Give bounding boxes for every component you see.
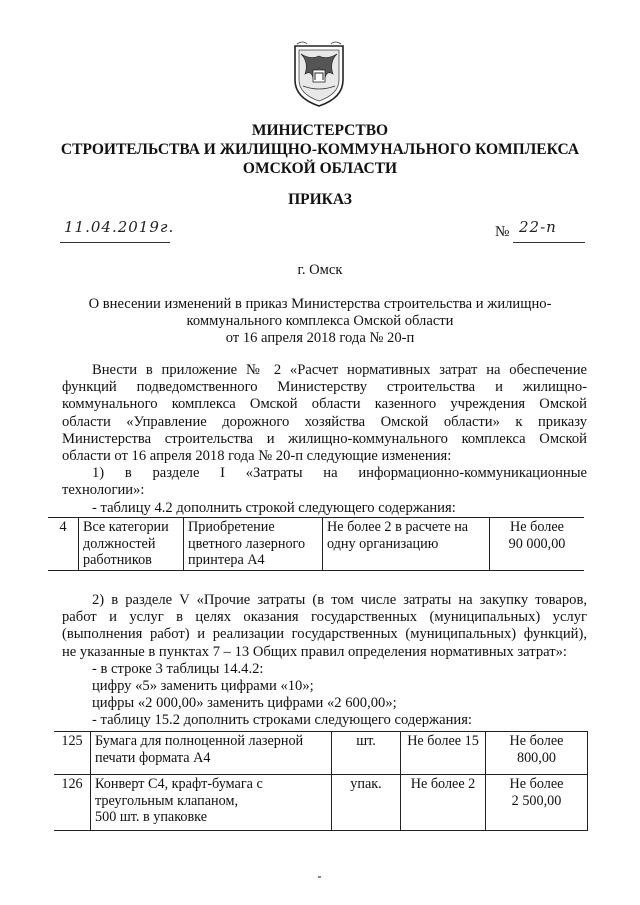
item2-paragraph [62,592,587,730]
table-4-2-addition [48,517,584,571]
intro-line: области «Управление дорожного хозяйства Омской области» к приказу [62,413,587,430]
intro-line: функций подведомственного Министерству строительства и жилищно- [62,379,587,396]
cell-line: цветного лазерного [188,535,306,552]
subject-line-1: О внесении изменений в приказ Министерства строительства и жилищно- [88,296,552,312]
ministry-line-2: СТРОИТЕЛЬСТВА И ЖИЛИЩНО-КОММУНАЛЬНОГО КОМПЛЕКСА [60,141,580,158]
cell-line: Конверт С4, крафт-бумага с [95,776,263,792]
intro-line: Министерства строительства и жилищно-коммунального комплекса Омской [62,430,587,447]
table-row [54,732,588,775]
name-cell [91,732,332,775]
unit-cell: шт. [332,732,401,775]
subject-line-2: коммунального комплекса Омской области [186,313,454,330]
table-row [48,518,584,571]
row-number: 4 [48,518,79,571]
row-number: 126 [54,775,91,831]
cell-line: Бумага для полноценной лазерной [95,733,304,749]
item2-line: работ и услуг в целях оказания государственных (муниципальных) услуг [62,609,587,626]
item2-detail: цифру «5» заменить цифрами «10»; [92,678,314,695]
ministry-name [0,121,640,178]
price-cell [486,732,588,775]
row-number: 125 [54,732,91,775]
item2-line: (выполнения работ) и реализации государственных (муниципальных) функций), [62,626,587,643]
cell-line: Не более [510,519,564,535]
item1-line: 1) в разделе I «Затраты на информационно-коммуникационные [92,465,587,482]
intro-line: коммунального комплекса Омской области казенного учреждения Омской [62,396,587,413]
cell-line: 500 шт. в упаковке [95,809,208,825]
ministry-line-3: ОМСКОЙ ОБЛАСТИ [242,160,398,177]
coat-of-arms-emblem [289,40,349,108]
item2-line: не указанные в пунктах 7 – 13 Общих правил определения нормативных затрат»: [62,643,567,660]
name-cell [91,775,332,831]
qty-cell: Не более 15 [401,732,486,775]
price-cell [486,775,588,831]
item2-detail: - таблицу 15.2 дополнить строками следующего содержания: [92,712,472,729]
cell-line: Не более [509,776,564,792]
ministry-line-1: МИНИСТЕРСТВО [251,122,389,139]
item-cell [184,518,323,571]
cell-line: треугольным клапаном, [95,792,238,809]
table-row [54,775,588,831]
limit-cell [323,518,490,571]
date-field [60,218,175,243]
cell-line: Приобретение [188,519,275,535]
item2-detail: - в строке 3 таблицы 14.4.2: [92,660,264,677]
item1-line: технологии»: [62,482,145,499]
cell-line: принтера А4 [188,552,265,568]
cell-line: печати формата А4 [95,749,211,766]
cell-line: 800,00 [516,749,556,766]
number-label: № [495,224,510,240]
intro-line: области от 16 апреля 2018 года № 20-п следующие изменения: [62,448,452,465]
subject-line-3: от 16 апреля 2018 года № 20-п [225,330,415,347]
cell-line: работников [83,552,152,568]
cell-line: 2 500,00 [511,792,562,809]
cell-line: одну организацию [327,535,439,552]
cell-line: 90 000,00 [508,535,566,552]
item2-detail: цифры «2 000,00» заменить цифрами «2 600,00»; [92,695,397,712]
document-type: ПРИКАЗ [288,191,352,208]
unit-cell: упак. [332,775,401,831]
item1-line: - таблицу 4.2 дополнить строкой следующего содержания: [92,499,456,516]
item2-line: 2) в разделе V «Прочие затраты (в том числе затраты на закупку товаров, [92,592,587,608]
date-handwritten: 11.04.2019г. [64,218,175,236]
intro-paragraph [62,362,587,517]
cell-line: Не более [509,733,564,749]
price-cell [490,518,585,571]
number-handwritten: 22-п [519,218,557,236]
intro-line: Внести в приложение № 2 «Расчет нормативных затрат на обеспечение [92,362,587,378]
number-field [513,218,585,243]
city: г. Омск [297,262,343,278]
cell-line: должностей [83,535,156,552]
table-15-2-addition [54,731,588,831]
scan-speck [318,876,321,878]
subject [0,296,640,348]
cell-line: Все категории [83,519,169,535]
cell-line: Не более 2 в расчете на [327,519,469,535]
category-cell [79,518,184,571]
qty-cell: Не более 2 [401,775,486,831]
